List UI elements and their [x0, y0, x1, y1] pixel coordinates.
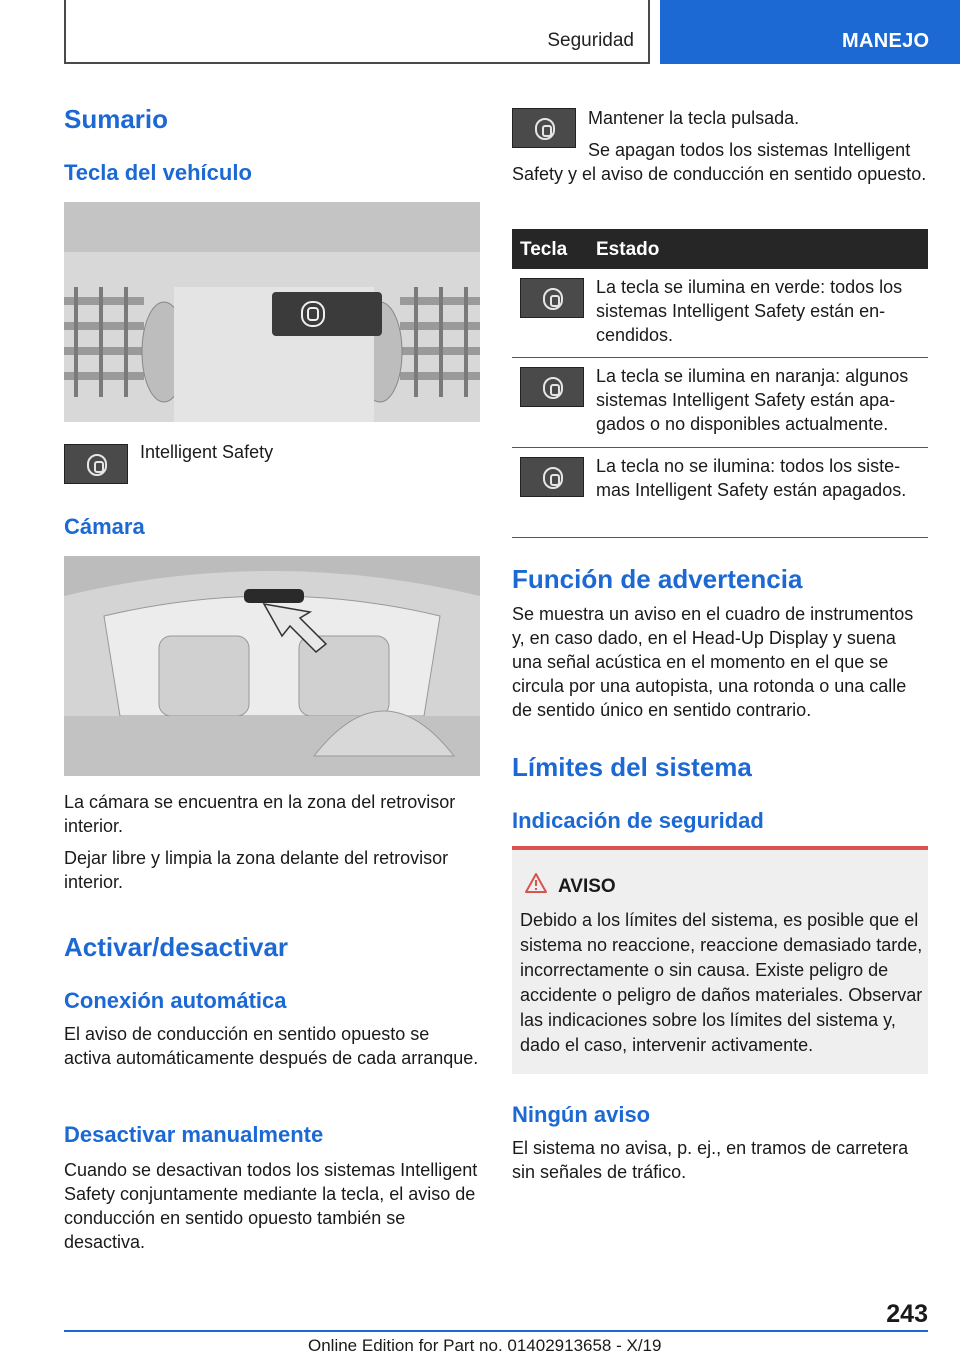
intelligent-safety-key-icon — [520, 367, 584, 407]
heading-limites-sistema: Límites del sistema — [512, 752, 752, 782]
camara-paragraph-1: La cámara se encuentra en la zona del retrovisor interior. — [64, 792, 456, 836]
footer-divider — [64, 1330, 928, 1332]
conexion-paragraph: El aviso de conducción en sentido opuesto se activa automáticamente después de cada arranque. — [64, 1024, 479, 1068]
key-caption: Intelligent Safety — [140, 442, 274, 462]
camera-interior-photo — [64, 556, 480, 776]
heading-sumario: Sumario — [64, 104, 169, 134]
heading-desactivar-manualmente: Desactivar manualmente — [64, 1122, 324, 1147]
table-header-tecla: Tecla — [520, 239, 568, 260]
header-section-box — [64, 0, 650, 64]
table-row — [512, 358, 928, 448]
table-row — [512, 269, 928, 358]
table-header — [512, 229, 928, 269]
camara-paragraph-2: Dejar libre y limpia la zona delante del retrovisor interior. — [64, 848, 449, 892]
header-chapter-tab — [660, 0, 960, 64]
heading-ningun-aviso: Ningún aviso — [512, 1102, 651, 1127]
edition-text: Online Edition for Part no. 01402913658 - X/19 — [308, 1336, 662, 1355]
key-status-table — [512, 229, 928, 538]
hold-key-paragraph: Mantener la tecla pulsada. — [588, 108, 800, 128]
header-chapter-label: MANEJO — [842, 30, 930, 52]
warning-title: AVISO — [558, 876, 616, 897]
warning-triangle-icon — [524, 872, 548, 894]
page-number: 243 — [886, 1300, 928, 1328]
heading-indicacion-seguridad: Indicación de seguridad — [512, 808, 764, 833]
heading-tecla-vehiculo: Tecla del vehículo — [64, 160, 252, 185]
heading-funcion-advertencia: Función de advertencia — [512, 564, 803, 594]
table-cell-estado: La tecla se ilumina en naranja: algunos sistemas Intelligent Safety están apagados o no disponibles actualmente. — [596, 366, 909, 434]
table-cell-estado: La tecla se ilumina en verde: todos los sistemas Intelligent Safety están encendidos. — [596, 277, 903, 345]
intelligent-safety-key-icon — [520, 457, 584, 497]
table-row — [512, 448, 928, 538]
desactivar-paragraph: Cuando se desactivan todos los sistemas Intelligent Safety conjuntamente mediante la tecla, el aviso de conducción en sentido opuesto también se desactiva. — [64, 1160, 478, 1252]
table-cell-estado: La tecla no se ilumina: todos los sistemas Intelligent Safety están apagados. — [596, 456, 907, 500]
dashboard-key-photo — [64, 202, 480, 422]
hold-key-result: Se apagan todos los sistemas Intelligent Safety y el aviso de conducción en sentido opuesto. — [512, 140, 927, 184]
heading-conexion-automatica: Conexión automática — [64, 988, 287, 1013]
funcion-paragraph: Se muestra un aviso en el cuadro de instrumentos y, en caso dado, en el Head-Up Display y suena una señal acústica en el momento en el que se circula por una autopista, una rotonda o una calle de sentido único en sentido contrario. — [512, 604, 914, 720]
heading-camara: Cámara — [64, 514, 145, 539]
warning-body: Debido a los límites del sistema, es posible que el sistema no reaccione, reaccione demasiado tarde, incorrectamente o sin causa. Existe peligro de accidente o peligro de daños materiales. Observar las indicaciones sobre los límites del sistema y, dado el caso, intervenir activamente. — [520, 910, 923, 1055]
ningun-paragraph: El sistema no avisa, p. ej., en tramos de carretera sin señales de tráfico. — [512, 1138, 909, 1182]
intelligent-safety-key-icon — [64, 444, 128, 484]
heading-activar-desactivar: Activar/desactivar — [64, 932, 289, 962]
table-header-estado: Estado — [596, 239, 660, 260]
header-section-title: Seguridad — [547, 30, 634, 51]
intelligent-safety-key-icon — [520, 278, 584, 318]
warning-box — [512, 846, 928, 1074]
